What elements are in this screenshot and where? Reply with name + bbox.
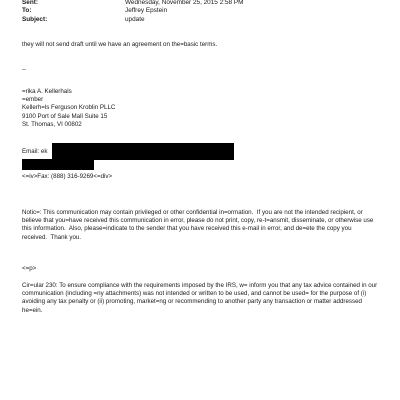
fax-line: <=iv>Fax: (888) 316-9269<=div>	[22, 173, 113, 180]
sent-value: Wednesday, November 25, 2015 2:58 PM	[125, 0, 244, 6]
to-label: To:	[22, 7, 32, 14]
sent-label: Sent:	[22, 0, 38, 6]
redaction-box	[52, 143, 234, 160]
subject-value: update	[125, 16, 145, 23]
message-body: they will not send draft until we have an agreement on the=basic terms.	[22, 41, 218, 48]
email-line: Email: ek	[22, 148, 48, 155]
to-value: Jeffrey Epstein	[125, 7, 168, 14]
signature-separator: --	[22, 66, 27, 73]
redaction-box	[22, 159, 94, 170]
signature-block: =rika A. Kellerhals =ember Kellerh=ls Ferguson Kroblin PLLC 9100 Port of Sale Mall Suite 15 St. Thomas, VI 00802	[22, 88, 116, 128]
confidentiality-notice: Notic=: This communication may contain privileged or other confidential in=ormation. If you are not the intended recipient, or believe that you=have received this communication in error, please do not print, copy, re-t=ansmit, disseminate, or otherwise use this information. Also, please=indicate to the sender that you have received this e-mail in error, and de=ete the copy you received. Thank you.	[22, 209, 376, 241]
p-tag: <=p>	[22, 265, 37, 272]
circular-230-notice: Cir=ular 230: To ensure compliance with the requirements imposed by the IRS, w= inform you that any tax advice contained in our communication (including =ny attachments) was not intended or written to be used, and cannot be used= for the purpose of (i) avoiding any tax penalty or (ii) promoting, market=ng or recommending to another party any transaction or matter addressed he=ein.	[22, 282, 379, 314]
subject-label: Subject:	[22, 16, 48, 23]
